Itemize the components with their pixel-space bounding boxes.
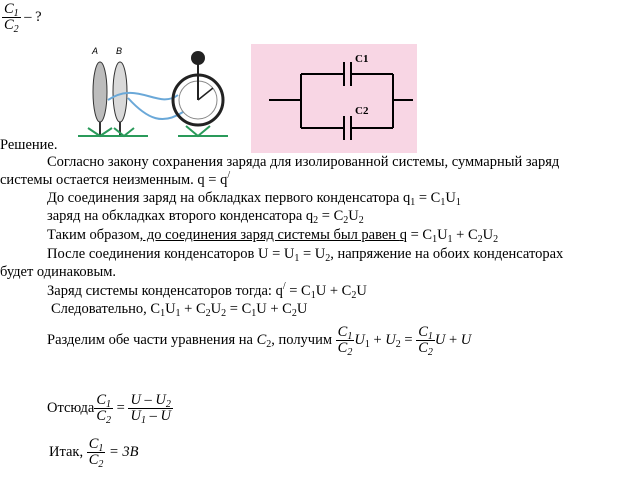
paragraph-2: До соединения заряд на обкладках первого конденсатора $q_1 = C_1U_1$ xyxy=(47,190,461,208)
eq-frac-1: $\frac{C_1}{C_2}$ xyxy=(337,324,353,359)
electrometer-apparatus-image xyxy=(68,40,246,140)
paragraph-3: заряд на обкладках второго конденсатора $q_2 = C_2U_2$ xyxy=(47,208,364,226)
paragraph-1a: Согласно закону сохранения заряда для изолированной системы, суммарный заряд xyxy=(47,154,560,170)
paragraph-8: Разделим обе части уравнения на $C_2$, получим $\frac{C_1}{C_2}$ $U_1 + U_2$ = $\frac{C_1}{C_2}$ U + U xyxy=(47,324,472,359)
result-frac-left: $\frac{C_1}{C_2}$ xyxy=(96,392,112,427)
solution-heading: Решение. xyxy=(0,137,58,153)
answer-value: = 3B xyxy=(105,444,139,460)
result-frac-right: $\frac{U - U_2}{U_1 - U}$ xyxy=(130,392,171,427)
answer-frac: $\frac{C_1}{C_2}$ xyxy=(88,436,104,471)
paragraph-7: Следовательно, $C_1U_1 + C_2U_2 = C_1U + C_2U$ xyxy=(51,301,308,319)
paragraph-5b: будет одинаковым. xyxy=(0,264,117,280)
plate-a-label: A xyxy=(92,46,99,56)
question-fraction: $\frac{C_1}{C_2}$ xyxy=(4,1,19,35)
c2-label: C2 xyxy=(355,105,369,117)
paragraph-10: Итак, $\frac{C_1}{C_2}$ = 3B xyxy=(49,436,139,471)
c1-label: C1 xyxy=(355,53,369,65)
paragraph-6: Заряд системы конденсаторов тогда: $q^/ = C_1U + C_2U$ xyxy=(47,281,367,301)
capacitor-diagram xyxy=(251,44,417,153)
paragraph-5a: После соединения конденсаторов $U = U_1 = U_2$, напряжение на обоих конденсаторах xyxy=(47,246,564,264)
paragraph-4: Таким образом, до соединения заряд системы был равен $q = C_1U_1 + C_2U_2$ xyxy=(47,227,499,245)
paragraph-9: Отсюда $\frac{C_1}{C_2}$ = $\frac{U - U_2}{U_1 - U}$ xyxy=(47,392,171,427)
paragraph-1b: системы остается неизменным. q = q/ xyxy=(0,170,231,188)
plate-b-label: B xyxy=(116,46,123,56)
question xyxy=(2,2,42,33)
question-suffix: – ? xyxy=(20,8,42,25)
eq-frac-2: $\frac{C_1}{C_2}$ xyxy=(418,324,433,359)
